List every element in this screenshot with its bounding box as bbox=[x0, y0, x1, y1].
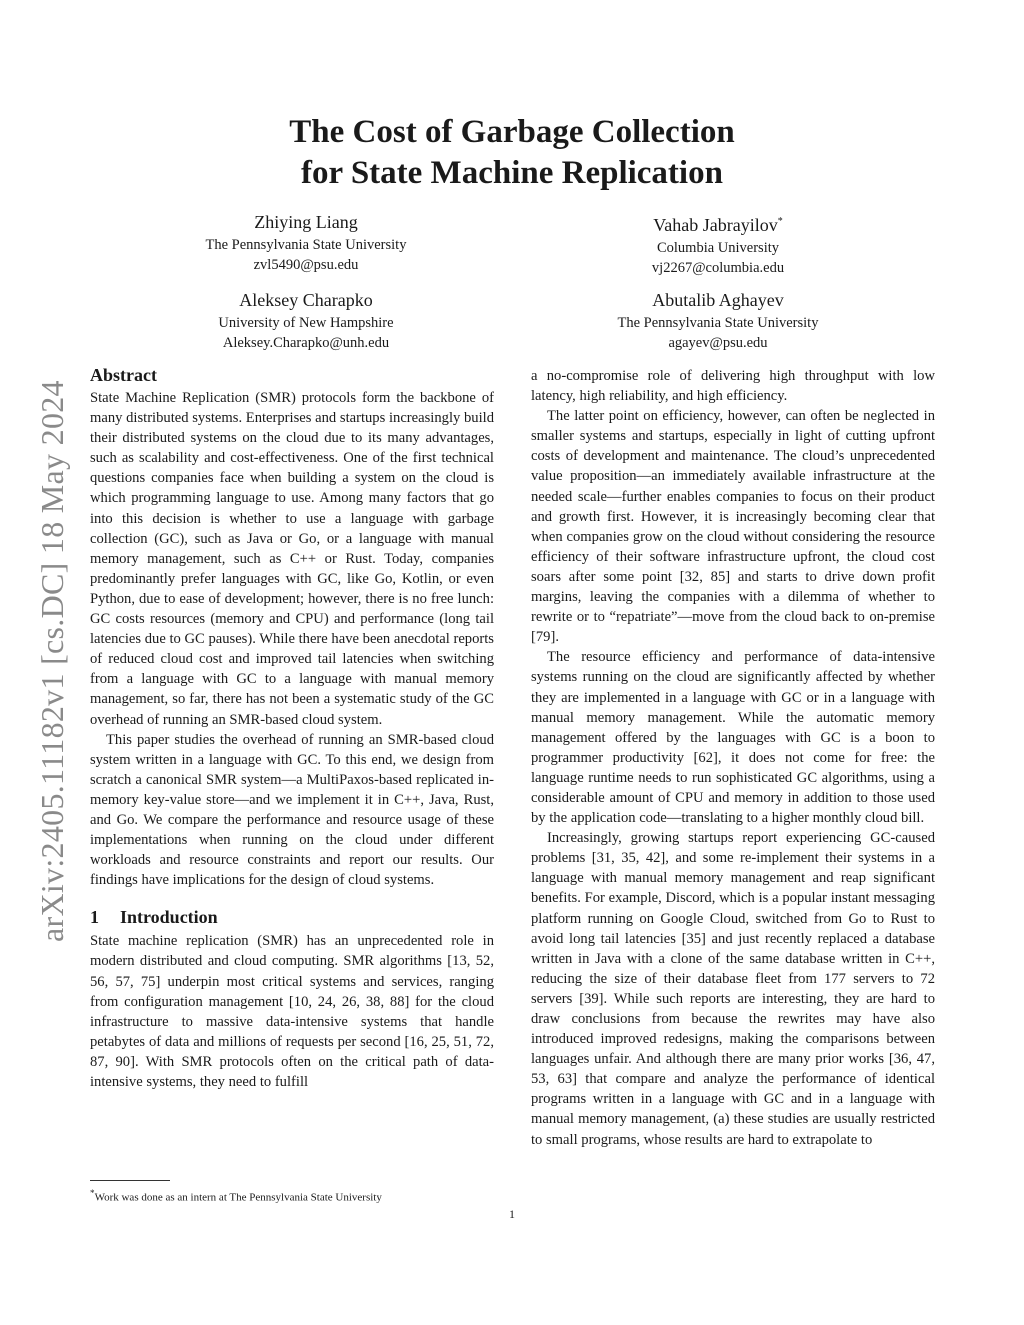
section-title: Introduction bbox=[120, 907, 218, 928]
author-email[interactable]: zvl5490@psu.edu bbox=[253, 257, 359, 273]
footnote bbox=[90, 1186, 382, 1205]
author-affiliation: Columbia University bbox=[656, 240, 780, 256]
right-column bbox=[531, 366, 935, 1150]
author-email[interactable]: Aleksey.Charapko@unh.edu bbox=[222, 335, 390, 351]
left-column bbox=[90, 364, 494, 1092]
title-line-2: for State Machine Replication bbox=[301, 155, 723, 191]
author-email[interactable]: agayev@psu.edu bbox=[668, 335, 768, 351]
author-block bbox=[528, 209, 908, 278]
abstract-paragraph: State Machine Replication (SMR) protocols form the backbone of many distributed systems. Enterprises and startups increasingly build their distributed systems on the cloud due to its many advantages, such as scalability and cost-effectiveness. One of the first technical questions companies face when building a system on the cloud is which programming language to use. Among many factors that go into this decision is whether to use a language with garbage collection (GC), such as Java or Go, or a language with manual memory management, such as C++ or Rust. Today, companies predominantly prefer languages with GC, like Go, Kotlin, or even Python, due to ease of development; however, there is no free lunch: GC costs resources (memory and CPU) and performance (long tail latencies due to GC pauses). While there have been anecdotal reports of reduced cloud cost and improved tail latencies when switching from a language with GC to a language with manual memory management, so far, there has not been a systematic study of the GC overhead of running an SMR-based cloud system. bbox=[90, 390, 494, 728]
body-paragraph: State machine replication (SMR) has an unprecedented role in modern distributed and cloud computing. SMR algorithms [13, 52, 56, 57, 75] underpin most critical systems and services, ranging from configuration management [10, 24, 26, 38, 88] for the cloud infrastructure to massive data-intensive systems that handle petabytes of data and millions of requests per second [16, 25, 51, 72, 87, 90]. With SMR protocols often on the critical path of data-intensive systems, they need to fulfill bbox=[90, 933, 494, 1090]
body-paragraph: The resource efficiency and performance of data-intensive systems running on the cloud are significantly affected by whether they are implemented in a language with GC or in a language with manual memory management. While the automatic memory management offered by the languages with GC is a boon to programmer productivity [62], it does not come for free: the language runtime needs to run sophisticated GC algorithms, using a considerable amount of CPU and memory in addition to those used by the application code—translating to a higher monthly cloud bill. bbox=[531, 649, 935, 827]
paper-title bbox=[0, 112, 1024, 194]
body-paragraph: Increasingly, growing startups report experiencing GC-caused problems [31, 35, 42], and some re-implement their systems in a language with manual memory management and reap significant benefits. For example, Discord, which is a popular instant messaging platform running on Google Cloud, switched from Go to Rust to avoid long tail latencies [35] and just recently replaced a database written in Java with a clone of the same database written in C++, reducing the size of their database fleet from 177 servers to 72 servers [39]. While such reports are interesting, they are hard to draw conclusions from because the rewrites may have also introduced improved redesigns, making the comparisons between languages unfair. And although there are many prior works [36, 47, 53, 63] that compare and analyze the performance of identical programs written in a language with GC and in a language with manual memory management, (a) these studies are usually restricted to small programs, whose results are hard to extrapolate to bbox=[531, 830, 935, 1148]
title-line-1: The Cost of Garbage Collection bbox=[289, 114, 735, 150]
author-block bbox=[116, 209, 496, 275]
author-affiliation: University of New Hampshire bbox=[218, 315, 394, 331]
author-name: Vahab Jabrayilov* bbox=[653, 215, 783, 235]
author-name: Aleksey Charapko bbox=[239, 290, 373, 310]
footnote-text: Work was done as an intern at The Pennsylvania State University bbox=[94, 1191, 382, 1204]
section-number: 1 bbox=[90, 907, 99, 928]
author-block bbox=[116, 287, 496, 353]
section-heading-introduction bbox=[90, 906, 494, 928]
author-block bbox=[528, 287, 908, 353]
body-paragraph: The latter point on efficiency, however, can often be neglected in smaller systems and startups, especially in light of cutting upfront costs of development and maintenance. The cloud’s unprecedented value proposition—an immediately available infrastructure at the needed scale—further enables companies to focus on their product and growth first. However, it is increasingly becoming clear that when companies grow on the cloud without considering the resource efficiency of their software infrastructure upfront, the cloud cost soars after some point [32, 85] and starts to drive down profit margins, leaving the companies with a dilemma of whether to rewrite or to “repatriate”—move from the cloud back to on-premise [79]. bbox=[531, 408, 935, 646]
author-affiliation: The Pennsylvania State University bbox=[617, 315, 819, 331]
footnote-marker: * bbox=[90, 1188, 95, 1198]
abstract-paragraph: This paper studies the overhead of running an SMR-based cloud system written in a language with GC. To this end, we design from scratch a canonical SMR system—a MultiPaxos-based replicated in-memory key-value store—and we implement it in C++, Java, Rust, and Go. We compare the performance and resource usage of these implementations when running on the cloud under different workloads and resource constraints and report our results. Our findings have implications for the design of cloud systems. bbox=[90, 731, 494, 889]
footnote-divider bbox=[90, 1180, 170, 1181]
author-name: Zhiying Liang bbox=[254, 212, 358, 232]
author-name: Abutalib Aghayev bbox=[652, 290, 784, 310]
author-footnote-marker: * bbox=[777, 216, 783, 227]
page-number: 1 bbox=[509, 1207, 515, 1221]
arxiv-identifier-stamp: arXiv:2405.11182v1 [cs.DC] 18 May 2024 bbox=[34, 380, 70, 942]
body-paragraph: a no-compromise role of delivering high throughput with low latency, high reliability, and high efficiency. bbox=[531, 368, 935, 405]
abstract-heading: Abstract bbox=[90, 365, 157, 385]
author-email[interactable]: vj2267@columbia.edu bbox=[651, 260, 785, 276]
author-affiliation: The Pennsylvania State University bbox=[205, 237, 407, 253]
